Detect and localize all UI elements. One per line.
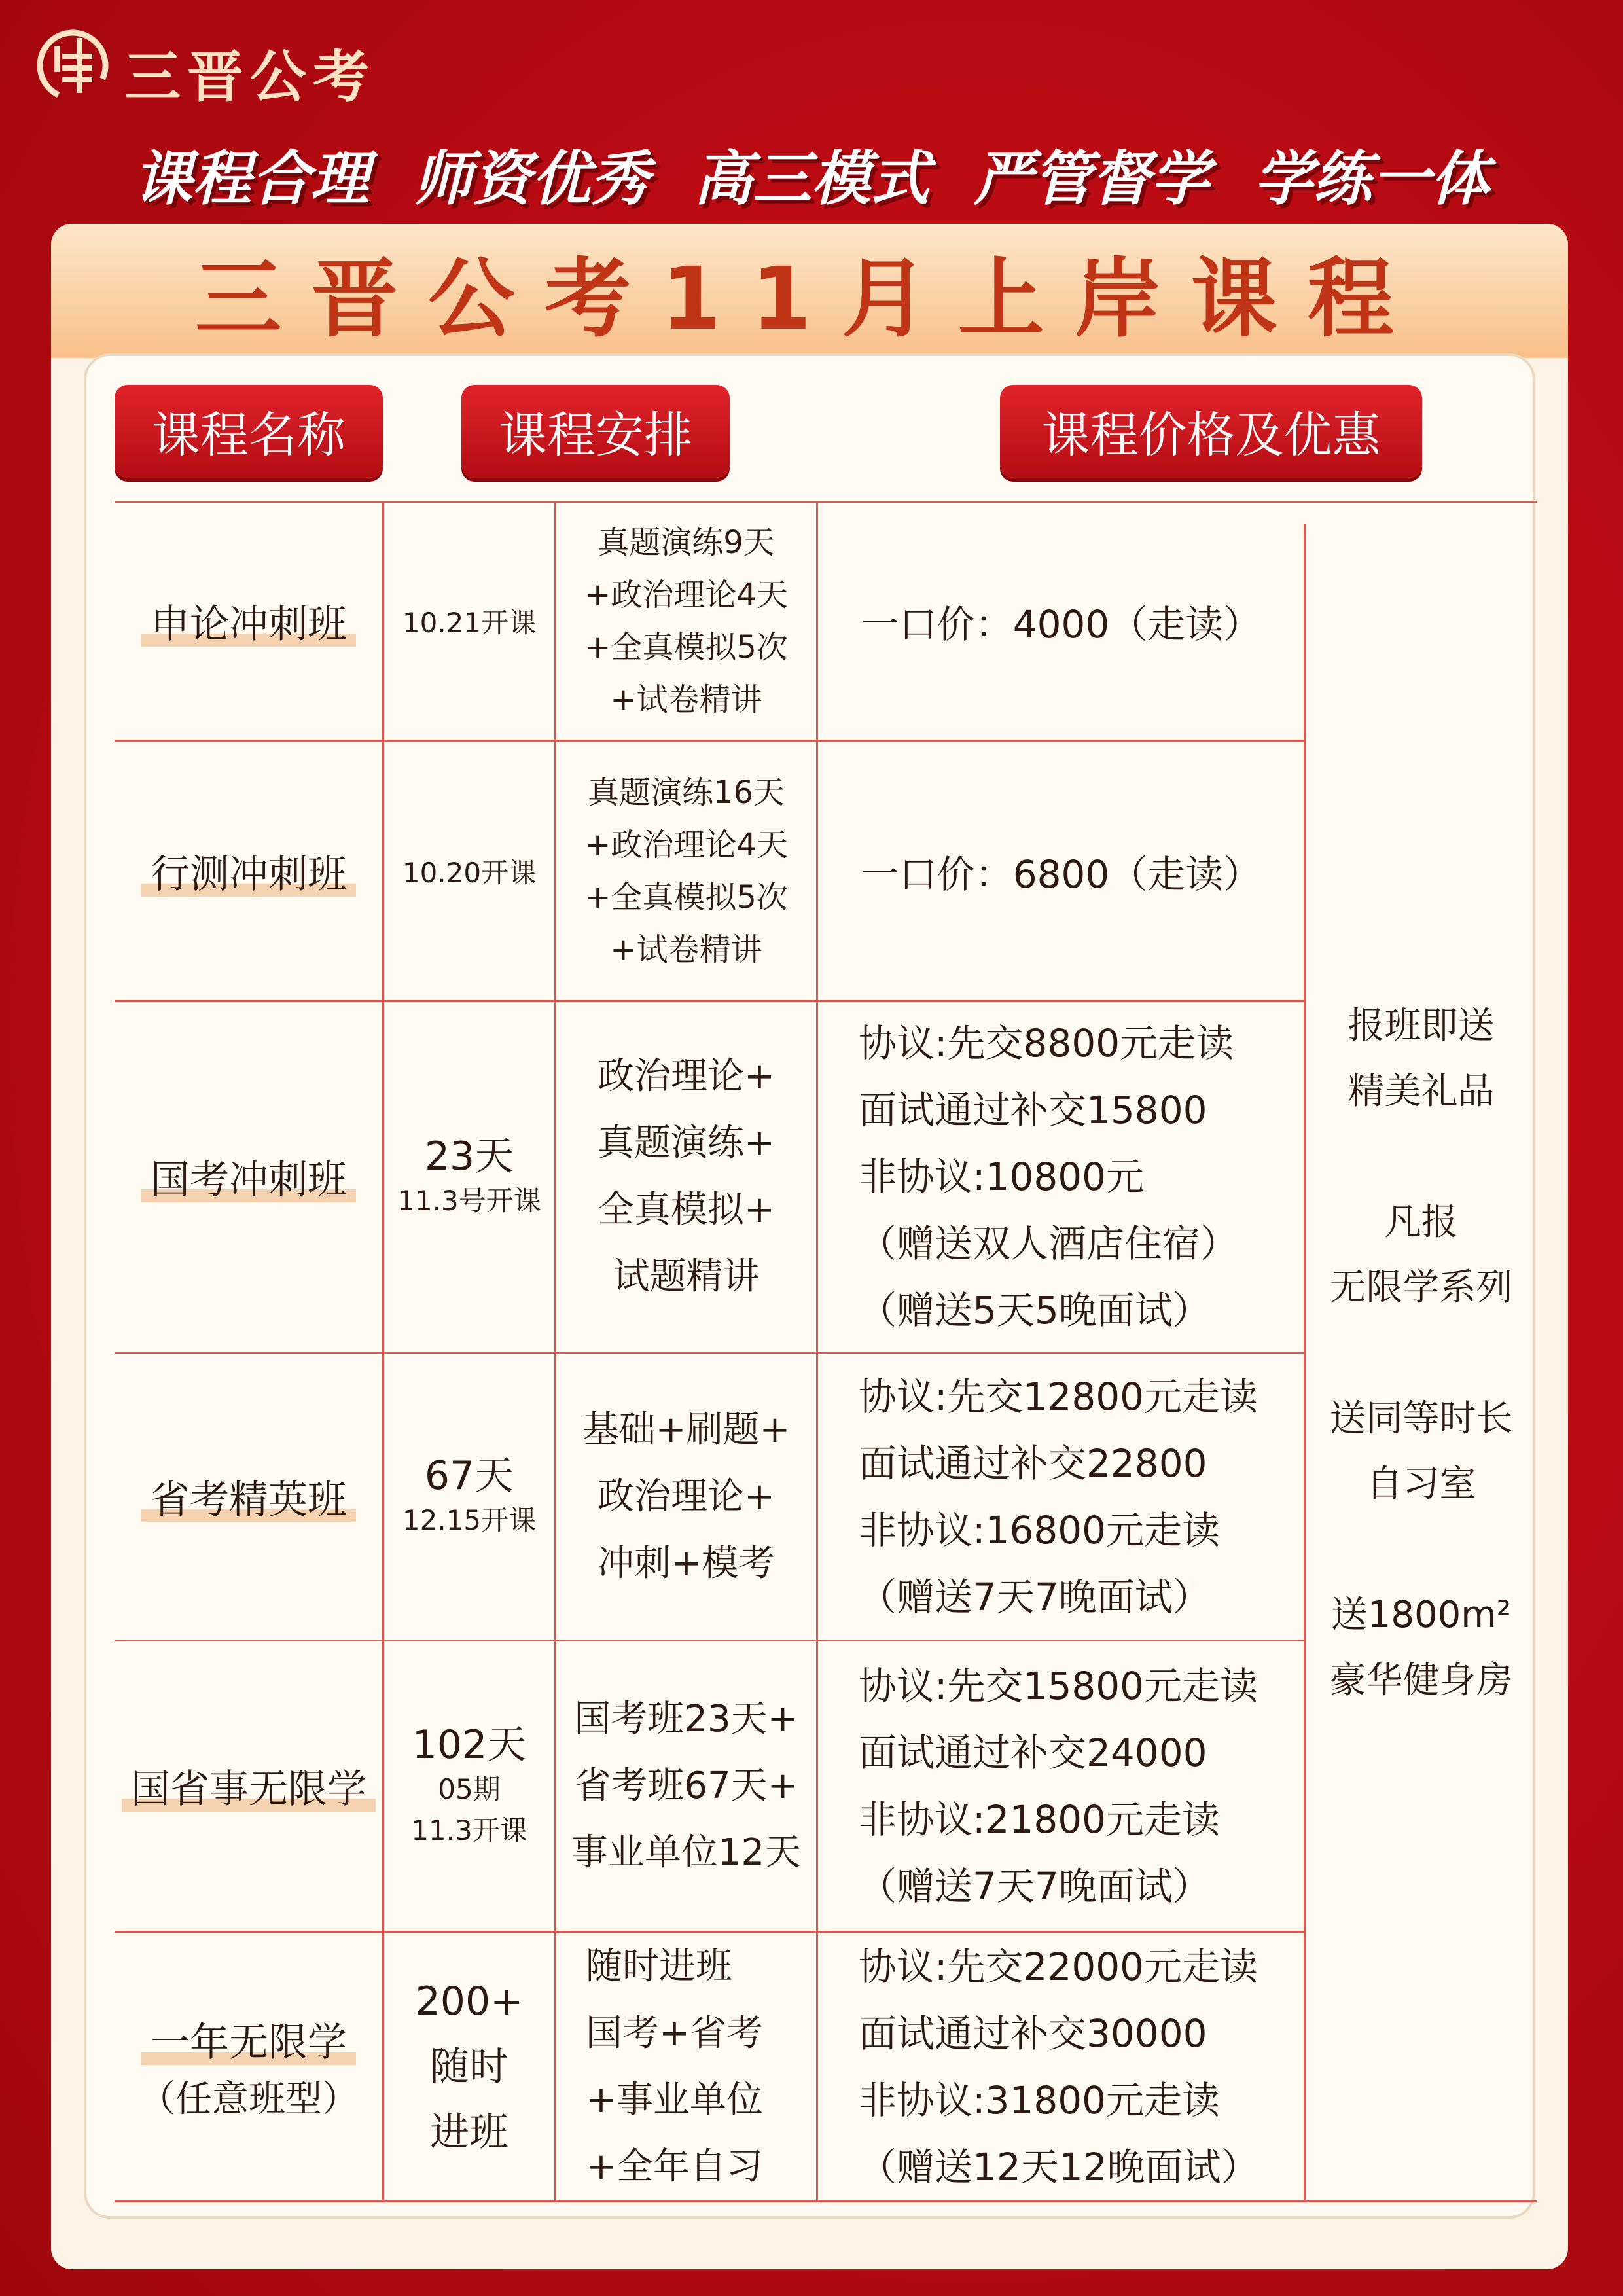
header-course-name: 课程名称 <box>115 385 383 478</box>
schedule-line: 真题演练+ <box>597 1122 775 1164</box>
price-line: 面试通过补交24000 <box>859 1731 1207 1775</box>
date-line: 随时 <box>430 2043 508 2090</box>
slogan-item: 师资优秀 <box>414 145 649 213</box>
course-price <box>818 1933 1304 2200</box>
perk-line: 报班即送 <box>1347 1004 1495 1047</box>
price-line: 协议:先交22000元走读 <box>859 1944 1258 1989</box>
price-line: 协议:先交8800元走读 <box>859 1021 1234 1066</box>
course-date <box>384 1002 554 1352</box>
date-line: 200+ <box>415 1978 524 2024</box>
course-schedule <box>556 1002 816 1352</box>
table-row-name <box>115 1641 383 1931</box>
course-price <box>818 503 1304 740</box>
perk-line: 自习室 <box>1366 1462 1476 1505</box>
table-row-name <box>115 1354 383 1640</box>
schedule-line: 政治理论+ <box>597 1055 775 1098</box>
course-price <box>818 742 1304 1000</box>
course-name: 国考冲刺班 <box>141 1149 356 1205</box>
table-row-name <box>115 1002 383 1352</box>
schedule-line: +试卷精讲 <box>610 681 762 718</box>
course-name: 国省事无限学 <box>122 1758 376 1814</box>
course-price <box>818 1641 1304 1931</box>
schedule-line: 冲刺+模考 <box>597 1541 775 1585</box>
course-price <box>818 1002 1304 1352</box>
date-line: 12.15开课 <box>402 1504 537 1536</box>
course-date <box>384 1641 554 1931</box>
course-schedule <box>556 742 816 1000</box>
price-line: 一口价：6800（走读） <box>861 852 1262 897</box>
price-line: 非协议:31800元走读 <box>859 2077 1221 2123</box>
date-line: 10.20开课 <box>402 856 537 889</box>
price-line: 面试通过补交30000 <box>859 2011 1207 2056</box>
schedule-line: +全年自习 <box>586 2145 763 2188</box>
price-line: 面试通过补交22800 <box>859 1441 1207 1486</box>
schedule-line: 真题演练9天 <box>597 524 775 561</box>
perk-line: 送1800m² <box>1330 1593 1512 1636</box>
slogan-item: 严管督学 <box>974 145 1209 213</box>
schedule-line: 国考班23天+ <box>574 1698 798 1740</box>
brand-logo <box>36 26 402 111</box>
perk-line: 送同等时长 <box>1329 1397 1513 1440</box>
course-date <box>384 1933 554 2200</box>
price-line: 非协议:21800元走读 <box>859 1797 1221 1842</box>
date-line: 05期 <box>438 1773 501 1805</box>
perks-column <box>1306 504 1537 2202</box>
price-line: 一口价：4000（走读） <box>861 602 1262 647</box>
schedule-line: +事业单位 <box>586 2078 763 2121</box>
perk-line: 凡报 <box>1384 1200 1458 1244</box>
course-name: 申论冲刺班 <box>141 593 356 649</box>
slogan-item: 高三模式 <box>694 145 929 213</box>
price-line: 非协议:10800元 <box>859 1155 1145 1199</box>
price-line: 协议:先交15800元走读 <box>859 1664 1258 1708</box>
course-schedule <box>556 503 816 740</box>
course-price <box>818 1354 1304 1640</box>
date-line: 10.21开课 <box>402 607 537 639</box>
header-course-schedule: 课程安排 <box>461 385 730 478</box>
schedule-line: 随时进班 <box>586 1945 732 1988</box>
schedule-line: +全真模拟5次 <box>584 878 788 916</box>
perk-line: 豪华健身房 <box>1329 1659 1513 1702</box>
course-date <box>384 742 554 1000</box>
date-line: 67天 <box>424 1453 514 1499</box>
schedule-line: 试题精讲 <box>613 1255 760 1298</box>
table-row-name <box>115 503 383 740</box>
course-schedule <box>556 1641 816 1931</box>
slogan-item: 课程合理 <box>134 145 369 213</box>
price-line: （赠送7天7晚面试） <box>859 1864 1211 1909</box>
table-row-name <box>115 742 383 1000</box>
header-course-price: 课程价格及优惠 <box>1000 385 1422 478</box>
course-subname: （任意班型） <box>139 2077 359 2121</box>
schedule-line: +试卷精讲 <box>610 931 762 968</box>
course-date <box>384 1354 554 1640</box>
course-name: 一年无限学 <box>141 2011 356 2068</box>
date-line: 进班 <box>430 2109 508 2155</box>
schedule-line: 政治理论+ <box>597 1475 775 1518</box>
course-name: 行测冲刺班 <box>141 843 356 899</box>
date-line: 11.3开课 <box>411 1814 527 1846</box>
price-line: （赠送7天7晚面试） <box>859 1574 1211 1619</box>
schedule-line: +政治理论4天 <box>584 577 788 613</box>
slogan-bar <box>0 128 1623 219</box>
slogan-item: 学练一体 <box>1254 145 1489 213</box>
table-row-name <box>115 1933 383 2200</box>
price-line: （赠送5天5晚面试） <box>859 1288 1211 1333</box>
price-line: 协议:先交12800元走读 <box>859 1374 1258 1419</box>
schedule-line: 省考班67天+ <box>574 1765 798 1807</box>
date-line: 23天 <box>424 1133 514 1179</box>
schedule-line: 事业单位12天 <box>571 1831 802 1874</box>
price-line: （赠送12天12晚面试） <box>859 2144 1259 2189</box>
price-line: 面试通过补交15800 <box>859 1088 1207 1132</box>
schedule-line: +全真模拟5次 <box>584 629 788 666</box>
perk-line: 无限学系列 <box>1329 1266 1513 1309</box>
course-schedule <box>556 1354 816 1640</box>
course-date <box>384 503 554 740</box>
perk-line: 精美礼品 <box>1347 1069 1495 1113</box>
schedule-line: 全真模拟+ <box>597 1189 775 1231</box>
date-line: 102天 <box>412 1722 527 1768</box>
logo-mark-icon <box>36 26 115 105</box>
page-title: 三晋公考11月上岸课程 <box>195 248 1424 350</box>
brand-name: 三晋公考 <box>124 45 376 110</box>
schedule-line: 国考+省考 <box>586 2011 763 2054</box>
course-name: 省考精英班 <box>141 1469 356 1525</box>
date-line: 11.3号开课 <box>397 1184 541 1217</box>
schedule-line: 基础+刷题+ <box>582 1408 791 1451</box>
schedule-line: +政治理论4天 <box>584 826 788 863</box>
price-line: 非协议:16800元走读 <box>859 1507 1221 1552</box>
course-schedule <box>556 1933 816 2200</box>
title-band <box>51 224 1568 358</box>
price-line: （赠送双人酒店住宿） <box>859 1221 1239 1266</box>
schedule-line: 真题演练16天 <box>587 774 785 811</box>
